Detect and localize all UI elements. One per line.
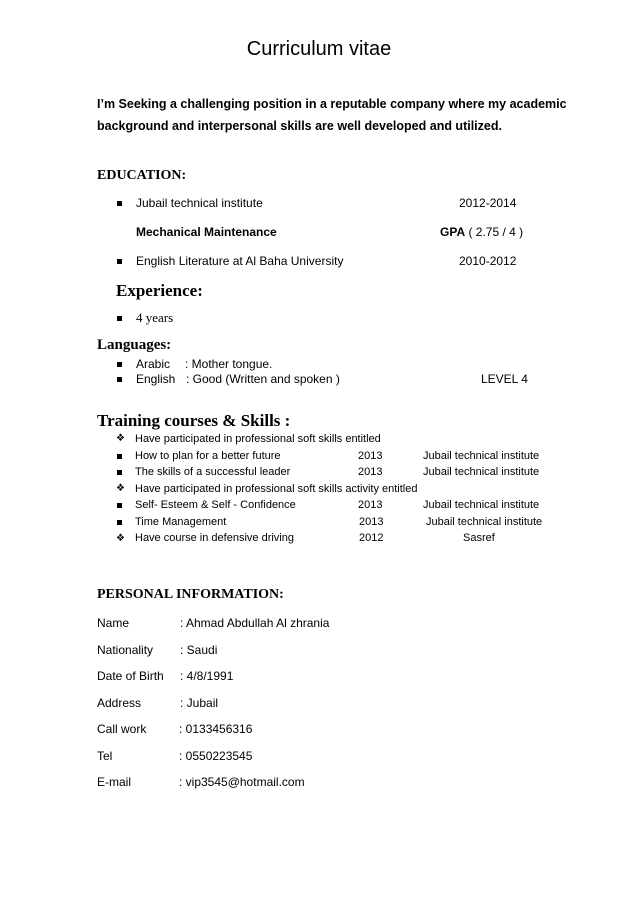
callwork-label: Call work [97,722,147,736]
training-year: 2013 [358,499,383,511]
bullet-square-icon [117,454,122,459]
training-year: 2013 [359,516,384,528]
name-value: : Ahmad Abdullah Al zhrania [180,616,330,630]
callwork-value: : 0133456316 [179,722,253,736]
bullet-square-icon [117,316,122,321]
bullet-square-icon [117,520,122,525]
education-years: 2012-2014 [459,196,517,210]
experience-heading: Experience: [116,281,203,300]
bullet-diamond-icon: ❖ [116,483,125,494]
gpa-value: ( 2.75 / 4 ) [468,225,524,239]
nationality-value: : Saudi [180,643,218,657]
training-place: Jubail technical institute [426,516,543,528]
bullet-diamond-icon: ❖ [116,433,125,444]
language-arabic: Arabic [136,357,171,371]
language-english-rating: LEVEL 4 [481,372,528,386]
bullet-square-icon [117,503,122,508]
education-university-years: 2010-2012 [459,254,517,268]
training-place: Sasref [463,532,495,544]
education-heading: EDUCATION: [97,168,187,183]
training-group-header: Have participated in professional soft skills activity entitled [135,483,418,495]
bullet-square-icon [117,470,122,475]
training-course: Time Management [135,516,227,528]
experience-years: 4 years [136,310,174,325]
email-value: : vip3545@hotmail.com [179,775,305,789]
bullet-square-icon [117,201,122,206]
email-label: E-mail [97,775,132,789]
language-english-level: : Good (Written and spoken ) [186,372,340,386]
bullet-square-icon [117,259,122,264]
objective-statement [97,93,567,137]
gpa-label: GPA [440,225,466,239]
address-label: Address [97,696,142,710]
language-english: English [136,372,176,386]
language-arabic-level: : Mother tongue. [185,357,273,371]
bullet-diamond-icon: ❖ [116,533,125,544]
languages-heading: Languages: [97,337,172,353]
nationality-label: Nationality [97,643,154,657]
tel-value: : 0550223545 [179,749,253,763]
personal-info-heading: PERSONAL INFORMATION: [97,587,284,602]
page-title: Curriculum vitae [246,38,392,60]
training-course: Self- Esteem & Self - Confidence [135,499,296,511]
education-institute: Jubail technical institute [136,196,263,210]
objective-line-1: I’m Seeking a challenging position in a reputable company where my academic [97,97,567,111]
objective-line-2: background and interpersonal skills are well developed and utilized. [97,119,502,133]
education-university: English Literature at Al Baha University [136,254,344,268]
training-group-header: Have participated in professional soft skills entitled [135,433,381,445]
education-major: Mechanical Maintenance [136,225,277,239]
name-label: Name [97,616,130,630]
training-year: 2013 [358,450,383,462]
address-value: : Jubail [180,696,219,710]
bullet-square-icon [117,362,122,367]
tel-label: Tel [97,749,113,763]
training-heading: Training courses & Skills : [97,411,291,430]
training-place: Jubail technical institute [423,450,540,462]
training-place: Jubail technical institute [423,466,540,478]
training-course: Have course in defensive driving [135,532,294,544]
training-course: How to plan for a better future [135,450,281,462]
dob-value: : 4/8/1991 [180,669,234,683]
training-year: 2013 [358,466,383,478]
dob-label: Date of Birth [97,669,164,683]
training-place: Jubail technical institute [423,499,540,511]
training-course: The skills of a successful leader [135,466,291,478]
education-gpa [440,225,523,239]
training-year: 2012 [359,532,384,544]
bullet-square-icon [117,377,122,382]
